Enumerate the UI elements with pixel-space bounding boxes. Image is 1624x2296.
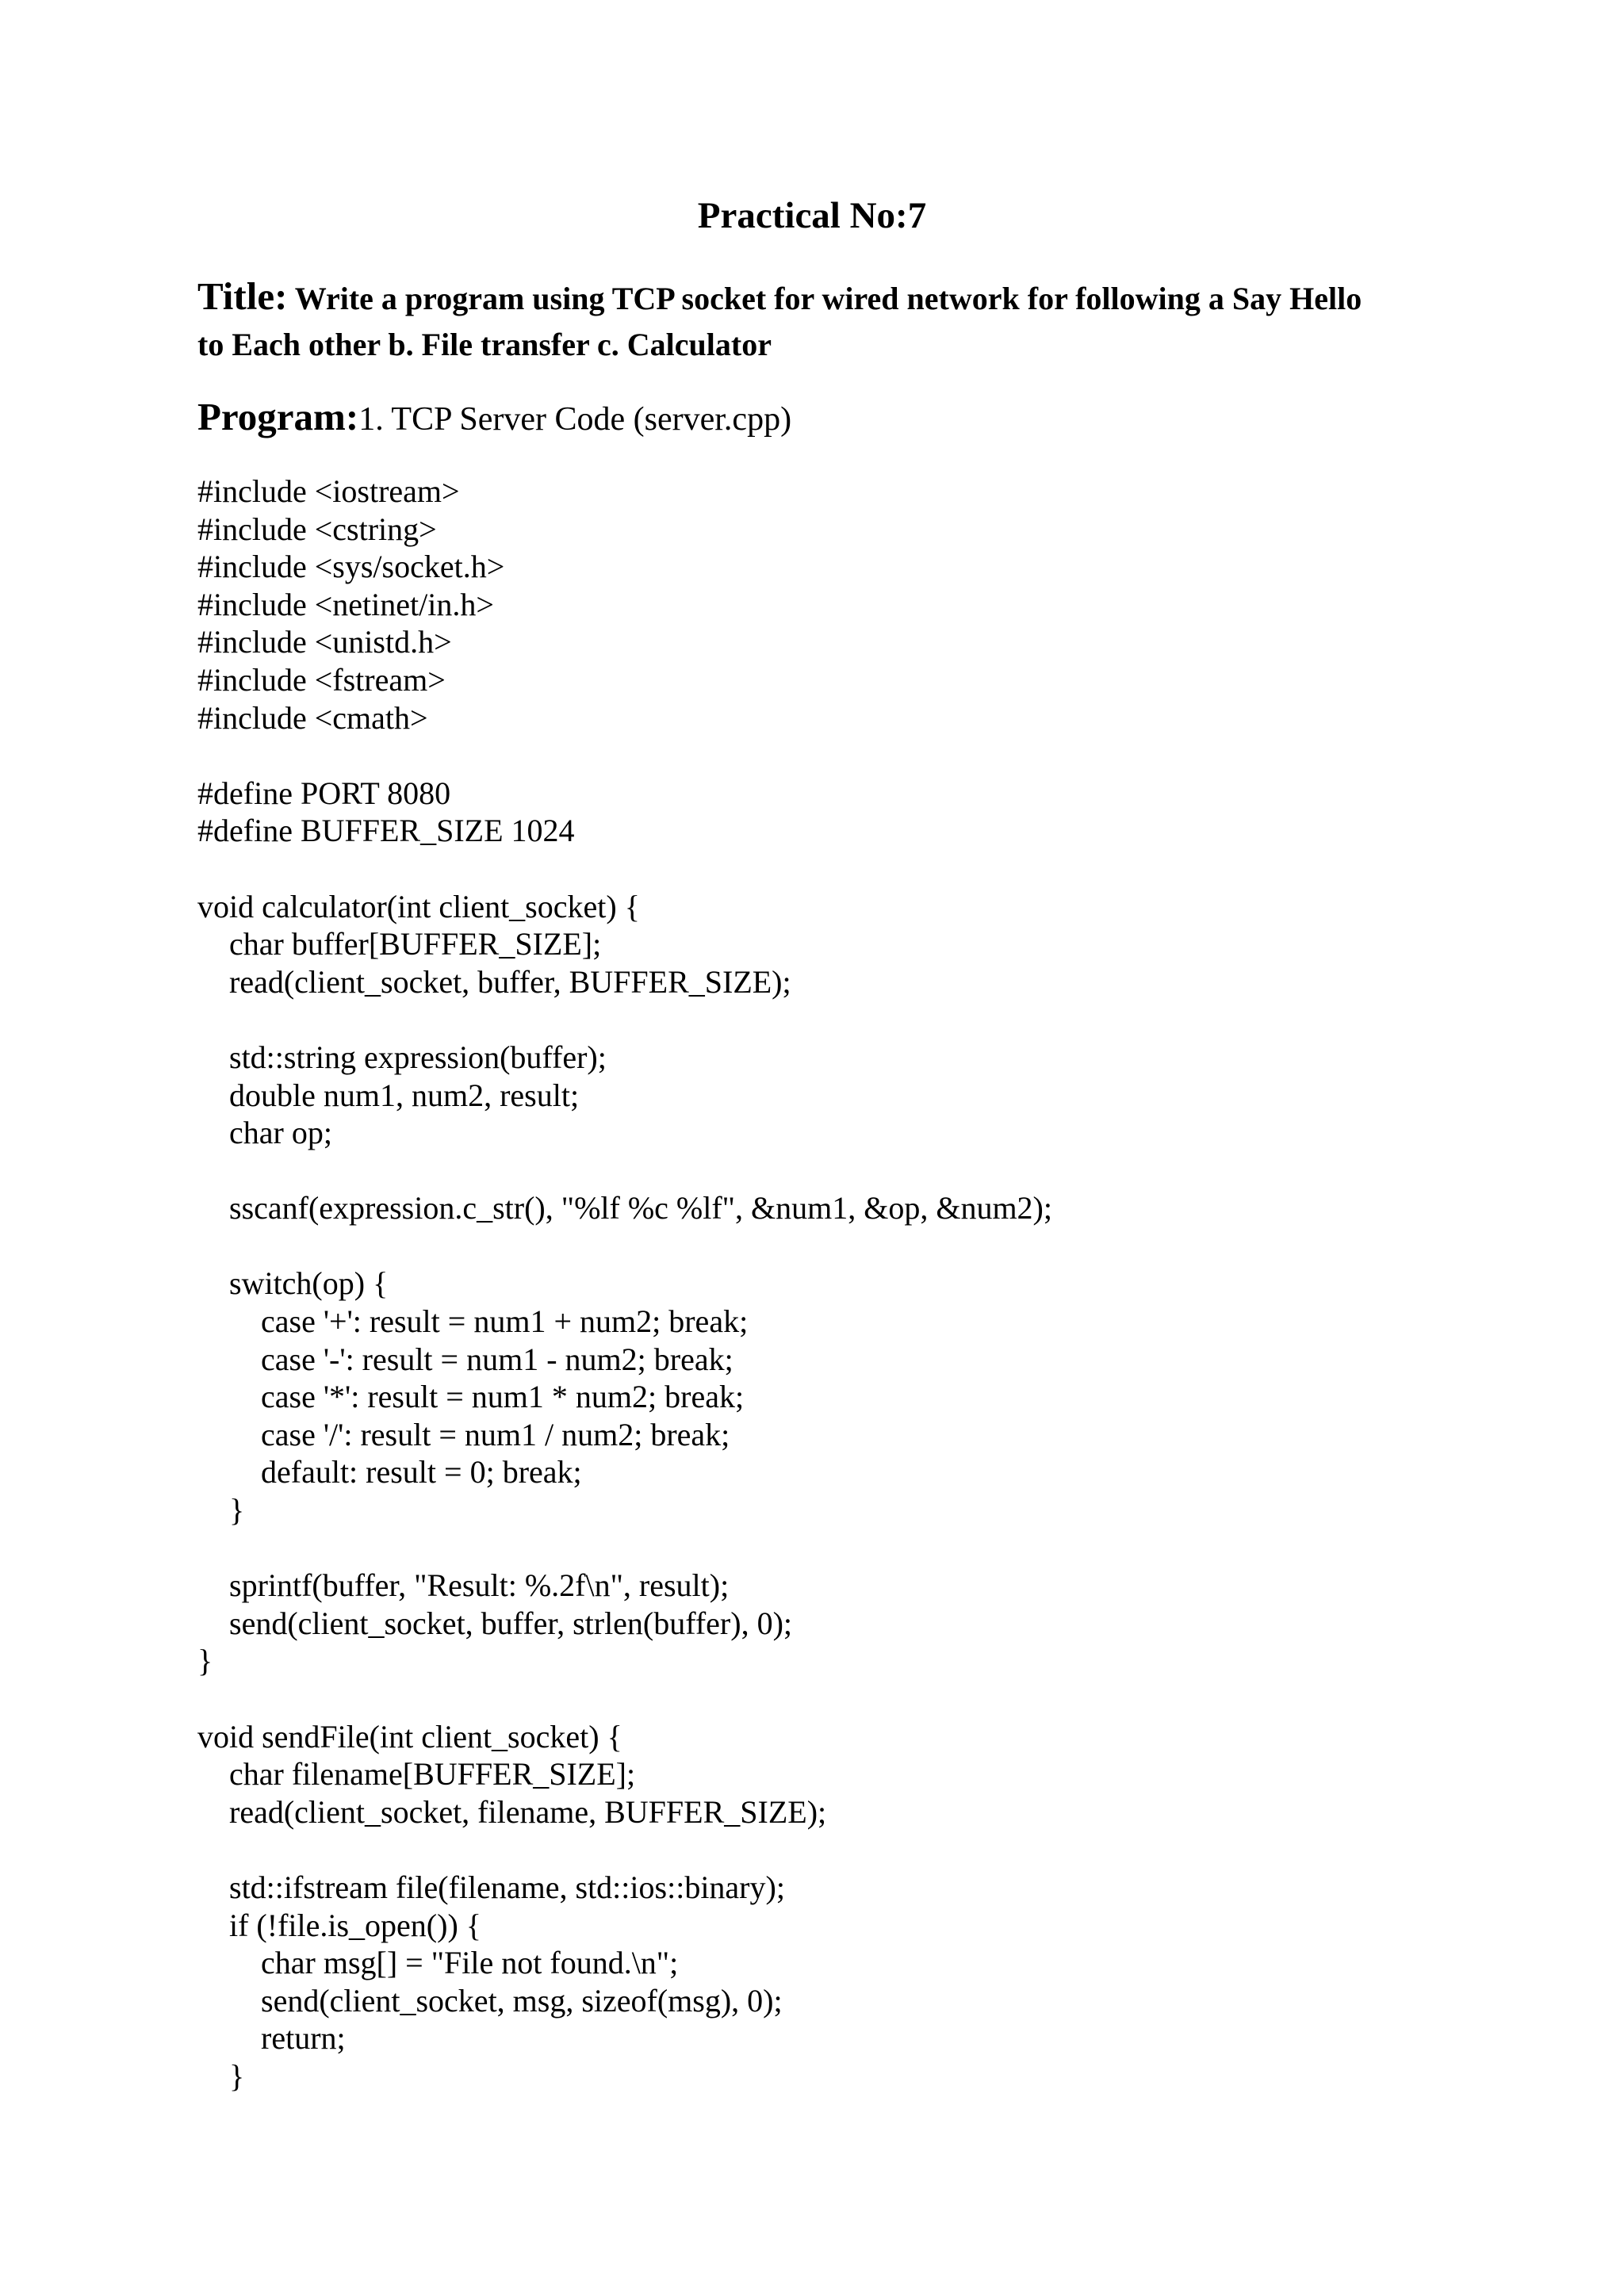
code-line [197, 1529, 1466, 1567]
code-line: sprintf(buffer, "Result: %.2f\n", result); [197, 1567, 730, 1604]
code-line: #include <fstream> [197, 661, 446, 698]
code-line: #include <cmath> [197, 699, 428, 736]
code-line [197, 1001, 1466, 1039]
code-line: #include <sys/socket.h> [197, 549, 505, 585]
code-line: case '-': result = num1 - num2; break; [197, 1341, 733, 1377]
title-text-1: Write a program using TCP socket for wired network for following a Say Hello [294, 281, 1362, 316]
code-line: #define BUFFER_SIZE 1024 [197, 813, 575, 849]
title-line-2 [197, 322, 1434, 368]
title-block [197, 274, 1434, 368]
code-block [197, 473, 1466, 2095]
code-line: if (!file.is_open()) { [197, 1907, 481, 1943]
code-line: case '*': result = num1 * num2; break; [197, 1379, 745, 1415]
code-line: double num1, num2, result; [197, 1077, 580, 1113]
code-line: #include <iostream> [197, 473, 460, 509]
code-line [197, 737, 1466, 775]
title-text-2: to Each other b. File transfer c. Calculator [197, 327, 772, 362]
code-line: #define PORT 8080 [197, 775, 451, 811]
code-line: switch(op) { [197, 1265, 389, 1302]
code-line: send(client_socket, msg, sizeof(msg), 0); [197, 1982, 783, 2019]
code-line: void calculator(int client_socket) { [197, 888, 640, 924]
code-line [197, 1680, 1466, 1718]
program-subtitle: 1. TCP Server Code (server.cpp) [358, 401, 792, 438]
code-line: read(client_socket, filename, BUFFER_SIZE); [197, 1793, 827, 1830]
code-line: char filename[BUFFER_SIZE]; [197, 1756, 636, 1793]
code-line: } [197, 2057, 245, 2094]
code-line: read(client_socket, buffer, BUFFER_SIZE); [197, 963, 791, 1000]
program-line [197, 394, 791, 439]
code-line [197, 850, 1466, 888]
code-line: std::string expression(buffer); [197, 1039, 607, 1075]
code-line: send(client_socket, buffer, strlen(buffer), 0); [197, 1605, 792, 1641]
code-line: case '+': result = num1 + num2; break; [197, 1303, 749, 1340]
code-line: } [197, 1643, 213, 1679]
code-line: return; [197, 2020, 346, 2057]
title-line-1 [197, 274, 1434, 322]
code-line: default: result = 0; break; [197, 1454, 582, 1490]
code-line: #include <netinet/in.h> [197, 586, 494, 622]
title-label: Title: [197, 274, 288, 318]
code-line: std::ifstream file(filename, std::ios::binary); [197, 1869, 785, 1905]
code-line: #include <cstring> [197, 511, 437, 547]
code-line: sscanf(expression.c_str(), "%lf %c %lf", &num1, &op, &num2); [197, 1190, 1052, 1226]
code-line [197, 1831, 1466, 1869]
code-line: void sendFile(int client_socket) { [197, 1718, 622, 1755]
code-line: char msg[] = "File not found.\n"; [197, 1945, 679, 1981]
practical-heading: Practical No:7 [697, 195, 927, 236]
code-line: #include <unistd.h> [197, 624, 452, 660]
code-line: case '/': result = num1 / num2; break; [197, 1416, 730, 1452]
code-line: char op; [197, 1115, 332, 1151]
code-line [197, 1227, 1466, 1265]
code-line [197, 1152, 1466, 1190]
program-label: Program: [197, 395, 359, 438]
code-line: char buffer[BUFFER_SIZE]; [197, 926, 602, 962]
code-line: } [197, 1492, 245, 1529]
